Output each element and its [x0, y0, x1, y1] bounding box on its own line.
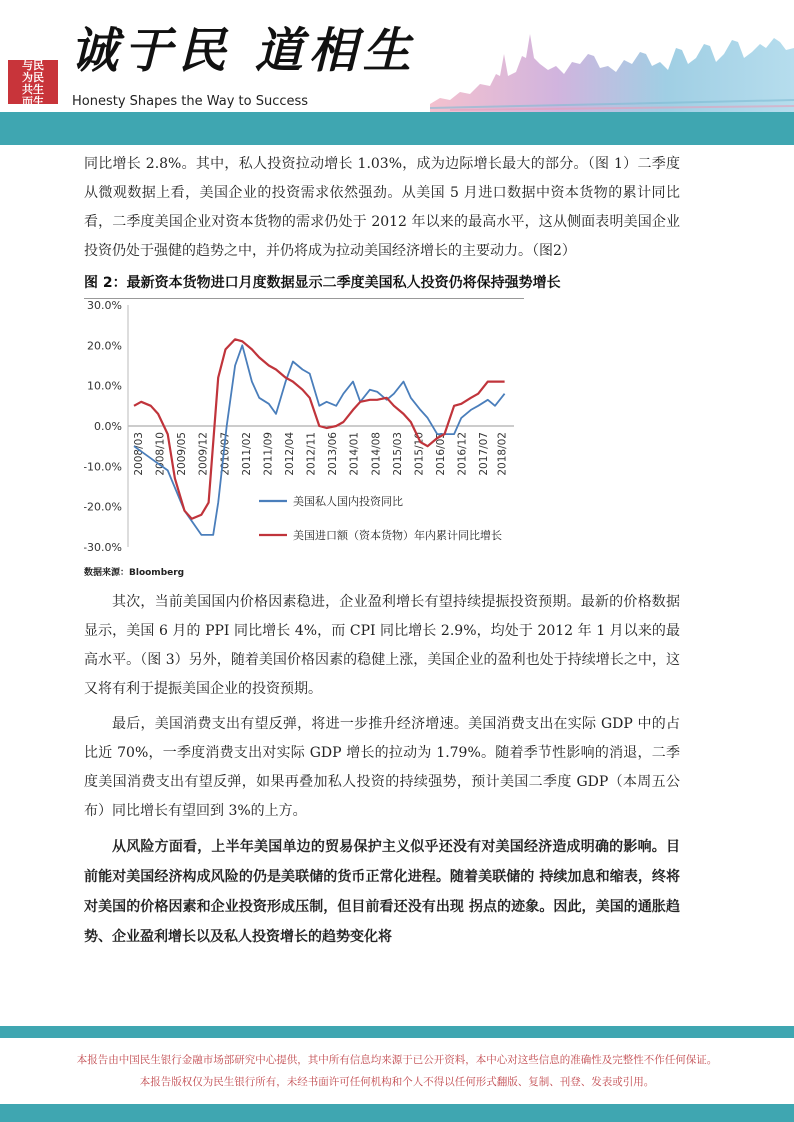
- logo-line-1: 与民: [22, 59, 44, 72]
- legend-label-1: 美国私人国内投资同比: [293, 495, 403, 508]
- logo-line-2: 为民: [22, 71, 44, 84]
- x-tick-label: 2010/07: [219, 432, 232, 476]
- line-chart: [84, 298, 524, 557]
- y-tick-label: -10.0%: [84, 460, 122, 474]
- disclaimer-line-2: 本报告版权仅为民生银行所有，未经书面许可任何机构和个人不得以任何形式翻版、复制、刊登、发表或引用。: [139, 1076, 655, 1088]
- logo-line-4: 而生: [22, 95, 44, 108]
- x-tick-label: 2011/02: [240, 432, 253, 476]
- x-tick-label: 2018/02: [496, 432, 509, 476]
- x-tick-label: 2009/12: [197, 432, 210, 476]
- x-tick-label: 2014/01: [348, 432, 361, 476]
- x-tick-label: 2008/03: [132, 432, 145, 476]
- legend-label-2: 美国进口额（资本货物）年内累计同比增长: [293, 529, 502, 542]
- x-tick-label: 2009/05: [176, 432, 189, 476]
- y-tick-label: 0.0%: [94, 420, 122, 433]
- report-body: [84, 150, 680, 952]
- x-tick-label: 2008/10: [154, 432, 167, 476]
- x-tick-label: 2017/07: [478, 432, 491, 476]
- header-band: [0, 112, 794, 145]
- x-tick-label: 2013/06: [327, 432, 340, 476]
- paragraph-2: 其次，当前美国国内价格因素稳进，企业盈利增长有望持续提振投资预期。最新的价格数据显示，美国 6 月的 PPI 同比增长 4%，而 CPI 同比增长 2.9%，均处于 2012 年 1 月以来的最高水平。（图 3）另外，随着美国价格因素的稳健上涨，美国企业的盈利也处于持续增长之中，这又将有利于提振美国企业的投资预期。: [84, 594, 680, 697]
- y-tick-label: 30.0%: [87, 299, 122, 312]
- paragraph-4: 从风险方面看，上半年美国单边的贸易保护主义似乎还没有对美国经济造成明确的影响。目前能对美国经济构成风险的仍是美联储的货币正常化进程。随着美联储的 持续加息和缩表，终将对美国的价格因素和企业投资形成压制，但目前看还没有出现 拐点的迹象。因此，美国的通胀趋势、企业盈利增长以及私人投资增长的趋势变化将: [84, 839, 680, 945]
- disclaimer-line-1: 本报告由中国民生银行金融市场部研究中心提供，其中所有信息均来源于已公开资料，本中心对这些信息的准确性及完整性不作任何保证。: [76, 1054, 718, 1066]
- page-footer: [0, 1026, 794, 1122]
- footer-band-top: [0, 1026, 794, 1038]
- x-tick-label: 2016/05: [434, 432, 447, 476]
- x-tick-label: 2011/09: [262, 432, 275, 476]
- figure-title: 图 2：最新资本货物进口月度数据显示二季度美国私人投资仍将保持强势增长: [84, 275, 561, 291]
- chart-svg: [84, 299, 524, 557]
- x-tick-label: 2012/04: [283, 432, 296, 476]
- y-tick-label: 20.0%: [87, 339, 122, 353]
- footer-band-bottom: [0, 1104, 794, 1122]
- y-tick-label: -20.0%: [84, 500, 122, 514]
- x-tick-label: 2015/10: [413, 432, 426, 476]
- data-source: 数据来源：Bloomberg: [84, 568, 185, 578]
- paragraph-1: 同比增长 2.8%。其中，私人投资拉动增长 1.03%，成为边际增长最大的部分。（图 1）二季度从微观数据上看，美国企业的投资需求依然强劲。从美国 5 月进口数据中资本货物的累计同比看，二季度美国企业对资本货物的需求仍处于 2012 年以来的最高水平，这从侧面表明美国企业投资仍处于强健的趋势之中，并仍将成为拉动美国经济增长的主要动力。（图2）: [84, 156, 680, 259]
- x-tick-label: 2014/08: [370, 432, 383, 476]
- paragraph-3: 最后，美国消费支出有望反弹，将进一步推升经济增速。美国消费支出在实际 GDP 中的占比近 70%，一季度消费支出对实际 GDP 增长的拉动为 1.79%。随着季节性影响的消退，二季度美国消费支出有望反弹，如果再叠加私人投资的持续强势，预计美国二季度 GDP（本周五公布）同比增长有望回到 3%的上方。: [84, 716, 680, 819]
- x-tick-label: 2016/12: [456, 432, 469, 476]
- logo-line-3: 共生: [22, 83, 44, 96]
- bank-logo: [8, 59, 58, 108]
- series-line-2: [134, 339, 505, 519]
- city-skyline-illustration: [430, 14, 794, 112]
- page-header: [0, 0, 794, 112]
- x-tick-label: 2012/11: [305, 432, 318, 476]
- brand-slogan-english: Honesty Shapes the Way to Success: [72, 94, 309, 109]
- y-tick-label: 10.0%: [87, 379, 122, 393]
- x-tick-label: 2015/03: [391, 432, 404, 476]
- brand-slogan: 诚于民 道相生: [70, 23, 417, 79]
- y-tick-label: -30.0%: [84, 541, 122, 554]
